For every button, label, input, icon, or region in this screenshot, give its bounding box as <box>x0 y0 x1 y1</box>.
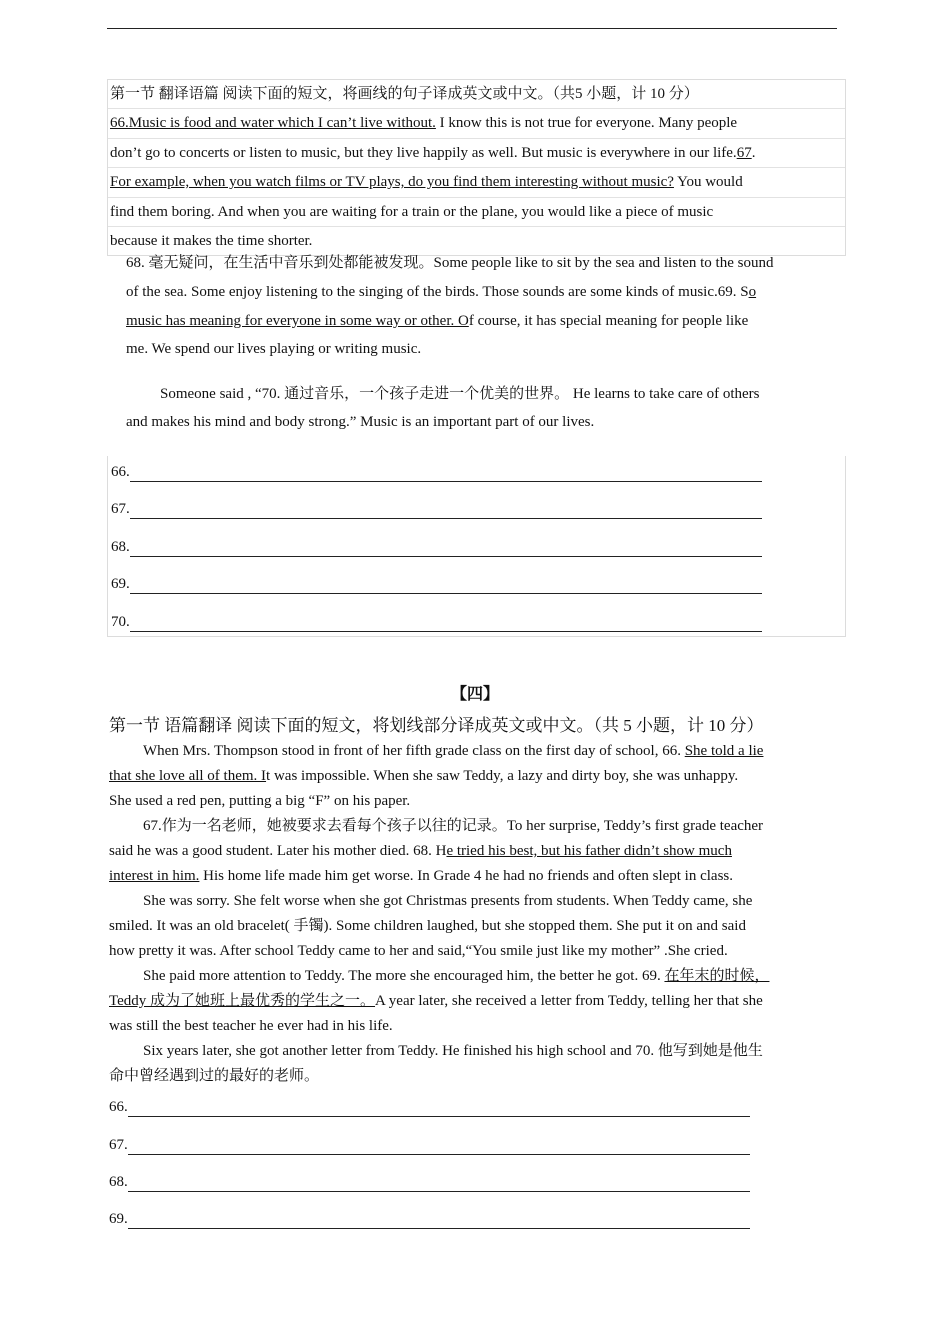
answer-line[interactable]: 69. <box>111 574 762 594</box>
passage-line: said he was a good student. Later his mother died. 68. He tried his best, but his father didn’t show much <box>109 843 732 859</box>
passage-line: and makes his mind and body strong.” Music is an important part of our lives. <box>126 414 595 430</box>
passage-line: smiled. It was an old bracelet( 手镯). Some children laughed, but she stopped them. She put it on and said <box>109 918 746 934</box>
answer-line[interactable]: 67. <box>109 1135 750 1155</box>
answer-line[interactable]: 68. <box>111 537 762 557</box>
section-title: 【四】 <box>450 686 499 703</box>
answer-line[interactable]: 69. <box>109 1209 750 1229</box>
passage-line: find them boring. And when you are waiting for a train or the plane, you would like a piece of music <box>108 198 845 227</box>
passage-line: how pretty it was. After school Teddy came to her and said,“You smile just like my mother” .She cried. <box>109 943 728 959</box>
section-instruction: 第一节 翻译语篇 阅读下面的短文，将画线的句子译成英文或中文。（共5 小题，计 10 分） <box>108 80 845 109</box>
passage-line: She was sorry. She felt worse when she got Christmas presents from students. When Teddy came, she <box>143 893 753 909</box>
passage-line: was still the best teacher he ever had in his life. <box>109 1018 393 1034</box>
passage-line: 68. 毫无疑问，在生活中音乐到处都能被发现。Some people like to sit by the sea and listen to the sound <box>126 255 774 271</box>
passage-line: Teddy 成为了她班上最优秀的学生之一。A year later, she received a letter from Teddy, telling her that she <box>109 993 763 1009</box>
passage-line: When Mrs. Thompson stood in front of her fifth grade class on the first day of school, 66. She told a lie <box>143 743 764 759</box>
passage-line: Six years later, she got another letter from Teddy. He finished his high school and 70. 他写到她是他生 <box>143 1043 763 1059</box>
passage-line: because it makes the time shorter. <box>110 232 313 249</box>
passage-line: She paid more attention to Teddy. The more she encouraged him, the better he got. 69. 在年末的时候， <box>143 968 770 984</box>
passage-line: music has meaning for everyone in some way or other. Of course, it has special meaning for people like <box>126 313 749 329</box>
header-rule <box>107 28 837 29</box>
answer-box <box>107 456 846 637</box>
passage-line: me. We spend our lives playing or writing music. <box>126 341 422 357</box>
passage-line: 67.作为一名老师，她被要求去看每个孩子以往的记录。To her surprise, Teddy’s first grade teacher <box>143 818 764 834</box>
section-instruction: 第一节 语篇翻译 阅读下面的短文，将划线部分译成英文或中文。（共 5 小题，计 10 分） <box>109 716 764 735</box>
passage-line: 66.Music is food and water which I can’t live without. I know this is not true for everyone. Many people <box>108 109 845 138</box>
passage-line: don’t go to concerts or listen to music, but they live happily as well. But music is everywhere in our life.67. <box>108 139 845 168</box>
passage-line: Someone said , “70. 通过音乐，一个孩子走进一个优美的世界。 He learns to take care of others <box>160 386 760 402</box>
passage-line: For example, when you watch films or TV plays, do you find them interesting without music? You would <box>108 168 845 197</box>
answer-line[interactable]: 66. <box>111 462 762 482</box>
answer-line[interactable]: 66. <box>109 1097 750 1117</box>
passage-line: She used a red pen, putting a big “F” on his paper. <box>109 793 411 809</box>
answer-line[interactable]: 67. <box>111 499 762 519</box>
passage-box <box>107 79 846 256</box>
answer-line[interactable]: 68. <box>109 1172 750 1192</box>
passage-line: interest in him. His home life made him get worse. In Grade 4 he had no friends and often slept in class. <box>109 868 734 884</box>
passage-line: of the sea. Some enjoy listening to the singing of the birds. Those sounds are some kinds of music.69. So <box>126 284 757 300</box>
answer-line[interactable]: 70. <box>111 612 762 632</box>
passage-line: 命中曾经遇到过的最好的老师。 <box>109 1068 320 1084</box>
passage-line: that she love all of them. It was impossible. When she saw Teddy, a lazy and dirty boy, she was unhappy. <box>109 768 739 784</box>
